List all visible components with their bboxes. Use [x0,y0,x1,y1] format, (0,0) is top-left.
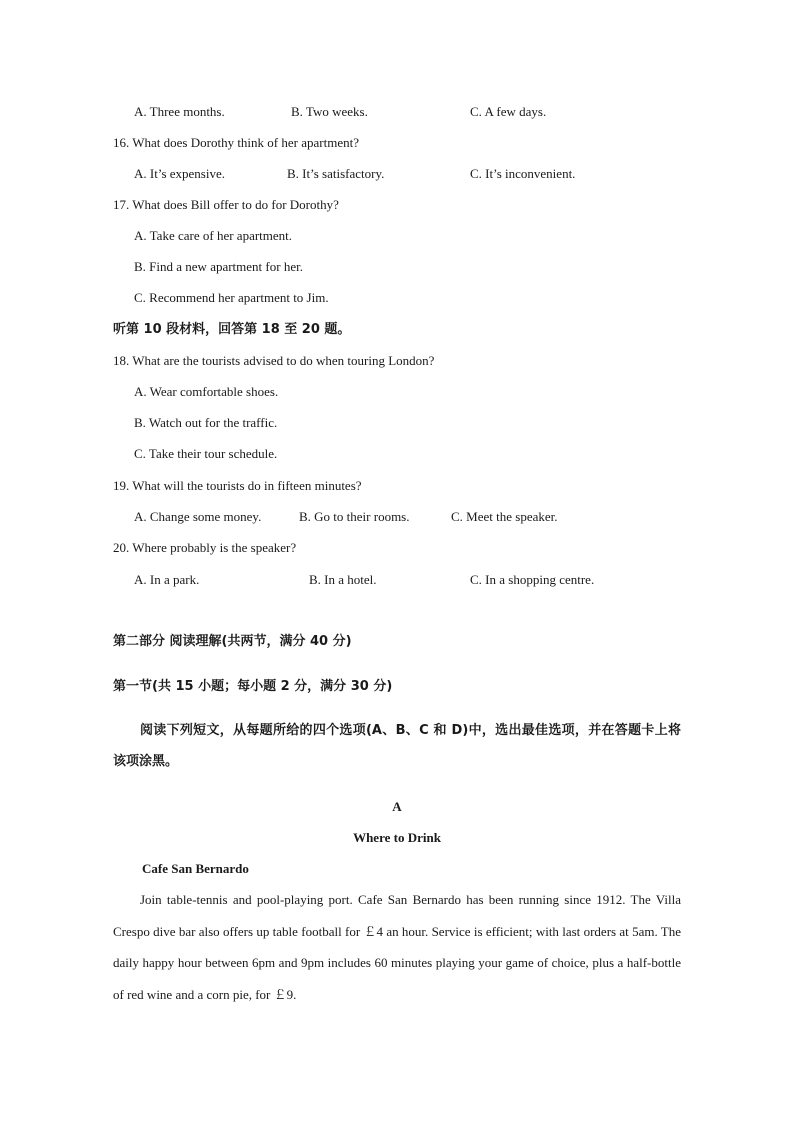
section-one-title: 第一节(共 15 小题；每小题 2 分，满分 30 分) [113,679,393,694]
passage-title: Where to Drink [353,830,441,845]
q18-question: 18. What are the tourists advised to do when touring London? [113,353,435,368]
q19-question: 19. What will the tourists do in fifteen minutes? [113,478,362,493]
q15-option-a: A. Three months. [134,104,225,119]
q16-option-a: A. It’s expensive. [134,166,225,181]
part-two-title: 第二部分 阅读理解(共两节，满分 40 分) [113,634,352,649]
q19-option-b: B. Go to their rooms. [299,509,410,524]
q19-option-c: C. Meet the speaker. [451,509,558,524]
q16-question: 16. What does Dorothy think of her apartment? [113,135,359,150]
venue-name: Cafe San Bernardo [142,861,249,876]
q19-option-a: A. Change some money. [134,509,262,524]
q17-option-b: B. Find a new apartment for her. [134,259,303,274]
q18-option-b: B. Watch out for the traffic. [134,415,278,430]
q18-option-c: C. Take their tour schedule. [134,446,278,461]
q16-option-c: C. It’s inconvenient. [470,166,576,181]
q17-question: 17. What does Bill offer to do for Dorothy? [113,197,339,212]
q17-option-a: A. Take care of her apartment. [134,228,293,243]
q20-option-a: A. In a park. [134,572,200,587]
passage-letter: A [392,799,402,814]
q15-option-c: C. A few days. [470,104,547,119]
q17-option-c: C. Recommend her apartment to Jim. [134,290,329,305]
q20-option-c: C. In a shopping centre. [470,572,595,587]
reading-instruction: 阅读下列短文，从每题所给的四个选项(A、B、C 和 D)中，选出最佳选项，并在答题卡上将该项涂黑。 [113,723,681,769]
q20-option-b: B. In a hotel. [309,572,377,587]
venue-description: Join table-tennis and pool-playing port. Cafe San Bernardo has been running since 1912. The Villa Crespo dive bar also offers up table football for ￡4 an hour. Service is efficient; with last orders at 5am. The daily happy hour between 6pm and 9pm includes 60 minutes playing your game of choice, plus a half-bottle of red wine and a corn pie, for ￡9. [113,892,681,1002]
q15-option-b: B. Two weeks. [291,104,368,119]
q18-option-a: A. Wear comfortable shoes. [134,384,279,399]
q20-question: 20. Where probably is the speaker? [113,540,297,555]
section-10-instruction: 听第 10 段材料，回答第 18 至 20 题。 [113,322,351,337]
q16-option-b: B. It’s satisfactory. [287,166,385,181]
